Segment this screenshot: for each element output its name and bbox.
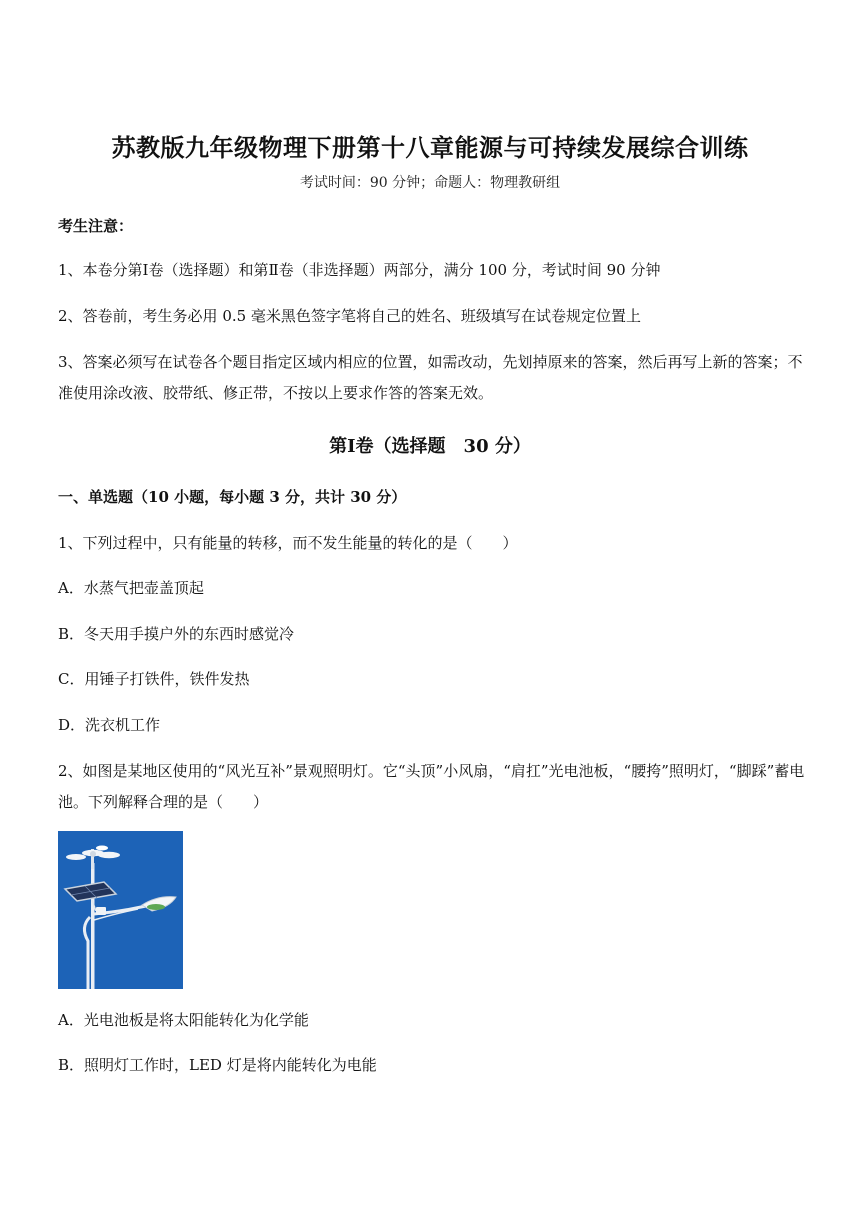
section-title: 第Ⅰ卷（选择题 30 分） — [329, 436, 531, 457]
question-2-stem: 2、如图是某地区使用的“风光互补”景观照明灯。它“头顶”小风扇，“肩扛”光电池板，“腰挎”照明灯，“脚踩”蓄电池。下列解释合理的是（ ） — [58, 762, 805, 811]
question-2-option-b: B．照明灯工作时，LED 灯是将内能转化为电能 — [58, 1056, 377, 1074]
question-2-option-a: A．光电池板是将太阳能转化为化学能 — [58, 1011, 309, 1029]
notice-heading: 考生注意： — [58, 217, 134, 235]
exam-title: 苏教版九年级物理下册第十八章能源与可持续发展综合训练 — [111, 133, 749, 162]
notice-item-3: 3、答案必须写在试卷各个题目指定区域内相应的位置，如需改动，先划掉原来的答案，然后再写上新的答案；不准使用涂改液、胶带纸、修正带，不按以上要求作答的答案无效。 — [58, 353, 803, 402]
question-1-option-a: A．水蒸气把壶盖顶起 — [58, 579, 204, 597]
wind-solar-lamp-icon — [58, 831, 183, 989]
street-light-figure — [58, 831, 183, 989]
question-1-option-c: C．用锤子打铁件，铁件发热 — [58, 670, 250, 688]
question-1-stem: 1、下列过程中，只有能量的转移，而不发生能量的转化的是（ ） — [58, 534, 518, 552]
notice-item-2: 2、答卷前，考生务必用 0.5 毫米黑色签字笔将自己的姓名、班级填写在试卷规定位置上 — [58, 307, 641, 325]
question-1-option-b: B．冬天用手摸户外的东西时感觉冷 — [58, 625, 295, 643]
exam-subtitle: 考试时间：90 分钟；命题人：物理教研组 — [299, 175, 561, 191]
notice-item-1: 1、本卷分第Ⅰ卷（选择题）和第Ⅱ卷（非选择题）两部分，满分 100 分，考试时间 90 分钟 — [58, 261, 661, 279]
question-1-option-d: D．洗衣机工作 — [58, 716, 161, 734]
part-heading: 一、单选题（10 小题，每小题 3 分，共计 30 分） — [58, 488, 407, 506]
